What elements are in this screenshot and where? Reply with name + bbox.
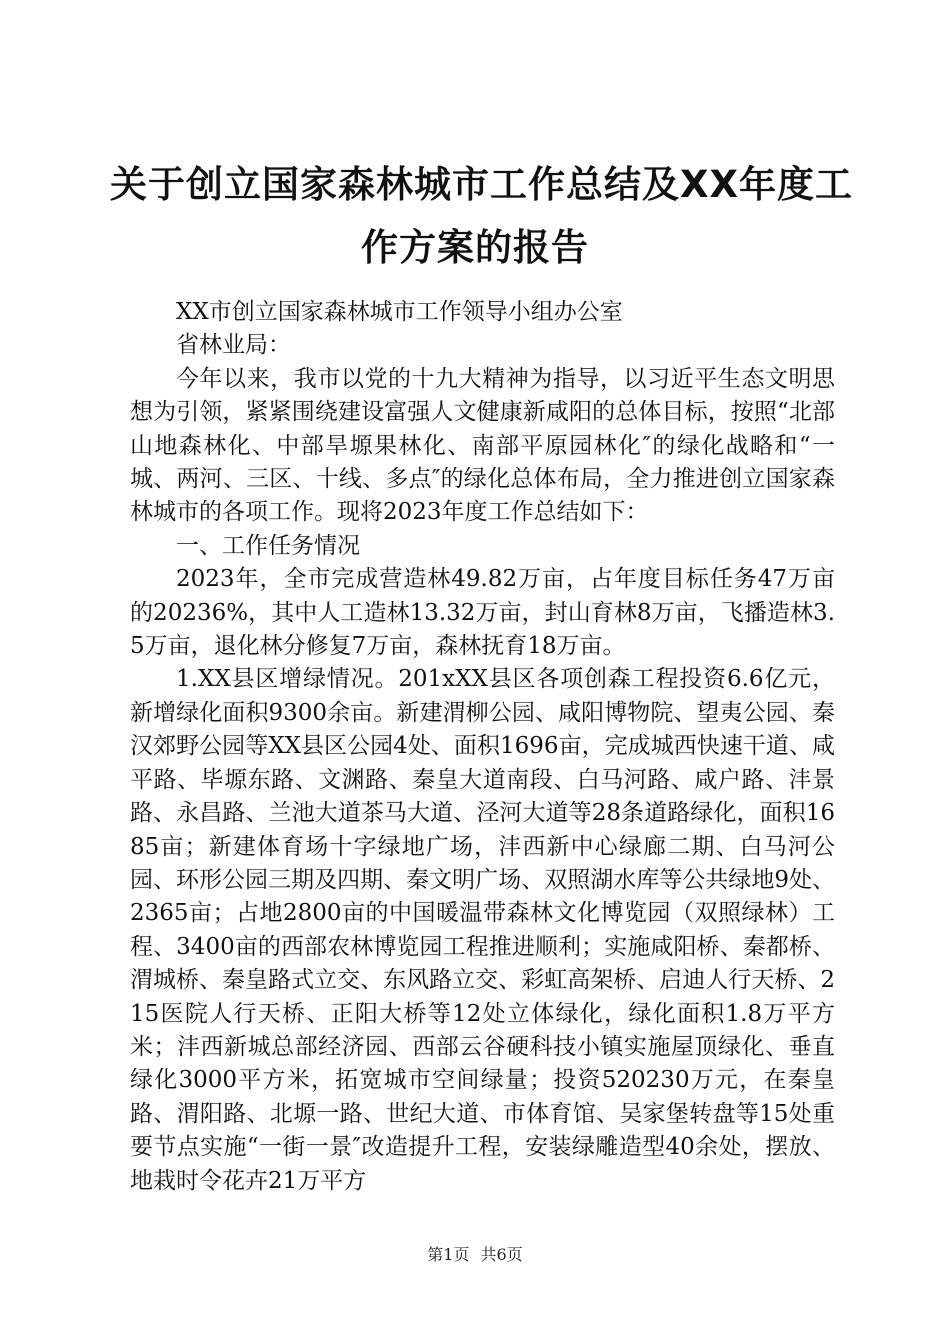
county-greening-paragraph: 1.XX县区增绿情况。201xXX县区各项创森工程投资6.6亿元，新增绿化面积9300余亩。新建渭柳公园、咸阳博物院、望夷公园、秦汉郊野公园等XX县区公园4处、面积1696亩，完成城西快速干道、咸平路、毕塬东路、文渊路、秦皇大道南段、白马河路、咸户路、沣景路、永昌路、兰池大道茶马大道、泾河大道等28条道路绿化，面积1685亩；新建体育场十字绿地广场，沣西新中心绿廊二期、白马河公园、环形公园三期及四期、秦文明广场、双照湖水库等公共绿地9处、2365亩；占地2800亩的中国暖温带森林文化博览园（双照绿林）工程、3400亩的西部农林博览园工程推进顺利；实施咸阳桥、秦都桥、渭城桥、秦皇路式立交、东风路立交、彩虹高架桥、启迪人行天桥、215医院人行天桥、正阳大桥等12处立体绿化，绿化面积1.8万平方米；沣西新城总部经济园、西部云谷硬科技小镇实施屋顶绿化、垂直绿化3000平方米，拓宽城市空间绿量；投资520230万元，在秦皇路、渭阳路、北塬一路、世纪大道、市体育馆、吴家堡转盘等15处重要节点实施“一街一景″改造提升工程，安装绿雕造型40余处，摆放、地栽时令花卉21万平方 [130, 666, 835, 1194]
recipient-line: XX市创立国家森林城市工作领导小组办公室 [176, 299, 623, 325]
document-title-line-1: 关于创立国家森林城市工作总结及XX年度工 [110, 163, 854, 206]
document-title-line-2: 作方案的报告 [361, 226, 589, 269]
page-total: 共6页 [480, 1245, 523, 1264]
page-footer [0, 1242, 950, 1265]
intro-paragraph: 今年以来，我市以党的十九大精神为指导，以习近平生态文明思想为引领，紧紧围绕建设富强人文健康新咸阳的总体目标，按照“北部山地森林化、中部旱塬果林化、南部平原园林化″的绿化战略和“一城、两河、三区、十线、多点″的绿化总体布局，全力推进创立国家森林城市的各项工作。现将2023年度工作总结如下： [130, 365, 835, 526]
document-body [130, 296, 835, 1198]
page-number: 第1页 [427, 1245, 470, 1264]
recipient-line-2: 省林业局： [176, 332, 291, 359]
summary-paragraph: 2023年，全市完成营造林49.82万亩，占年度目标任务47万亩的20236%，其中人工造林13.32万亩，封山育林8万亩，飞播造林3.5万亩，退化林分修复7万亩，森林抚育18万亩。 [130, 566, 835, 660]
section-heading: 一、工作任务情况 [176, 532, 360, 559]
